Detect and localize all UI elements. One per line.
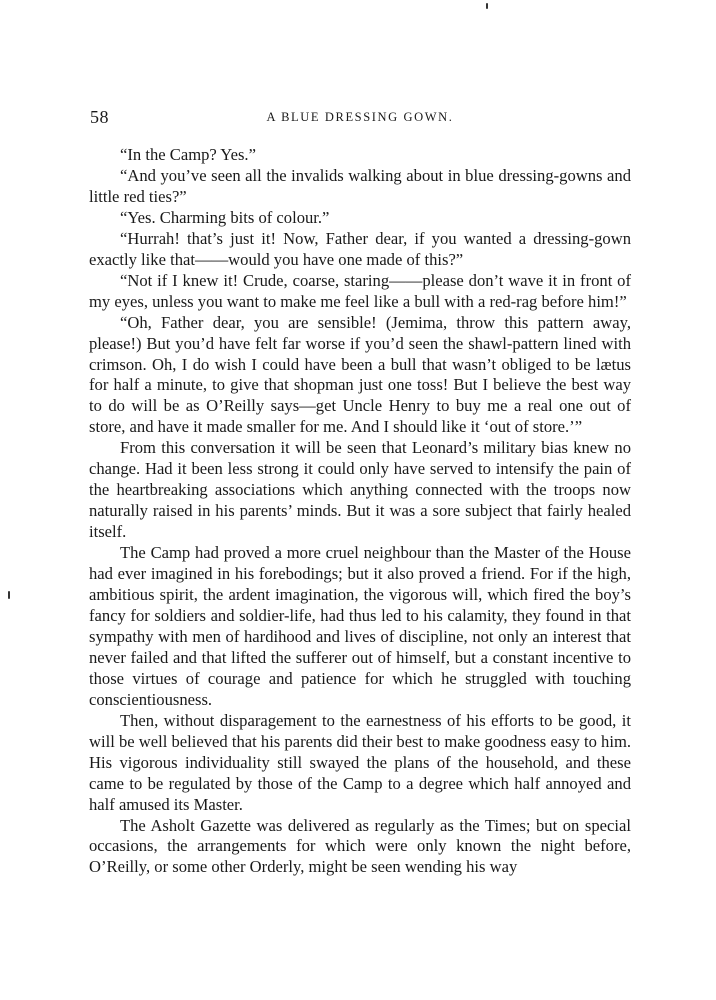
paragraph-8: The Camp had proved a more cruel neighbour than the Master of the House had ever imagined in his forebodings; but it also proved a friend. For if the high, ambitious spirit, the ardent imagination, the vigorous will, which fired the boy’s fancy for soldiers and soldier-life, had thus led to his calamity, they found in that sympathy with men of hardihood and lives of discipline, not only an interest that never failed and that lifted the sufferer out of himself, but a constant incentive to those virtues of courage and patience for which he struggled with touching conscientiousness. [89,543,631,709]
paragraph-7: From this conversation it will be seen that Leonard’s military bias knew no change. Had it been less strong it could only have served to intensify the pain of the heartbreaking associations which anything connected with the troops now naturally raised in his parents’ minds. But it was a sore subject that fairly healed itself. [89,438,631,542]
page-number: 58 [90,107,109,127]
scan-speck-left [8,591,10,599]
body-text [89,145,631,878]
paragraph-2: “And you’ve seen all the invalids walking about in blue dressing-gowns and little red ties?” [89,165,631,206]
paragraph-10: The Asholt Gazette was delivered as regularly as the Times; but on special occasions, the arrangements for which were only known the night before, O’Reilly, or some other Orderly, might be seen wending his way [89,815,631,877]
paragraph-5: “Not if I knew it! Crude, coarse, staring——please don’t wave it in front of my eyes, unless you want to make me feel like a bull with a red-rag before him!” [89,270,631,311]
paragraph-4: “Hurrah! that’s just it! Now, Father dear, if you wanted a dressing-gown exactly like that——would you have one made of this?” [89,228,631,269]
paragraph-1: “In the Camp? Yes.” [120,145,256,164]
page-header [90,107,630,131]
paragraph-3: “Yes. Charming bits of colour.” [120,207,330,227]
paragraph-6: “Oh, Father dear, you are sensible! (Jemima, throw this pattern away, please!) But you’d have felt far worse if you’d seen the shawl-pattern lined with crimson. Oh, I do wish I could have been a bull that wasn’t obliged to be lætus for half a minute, to give that shopman just one toss! But I believe the best way to do will be as O’Reilly says—get Uncle Henry to buy me a real one out of store, and have it made smaller for me. And I should like it ‘out of store.’” [89,312,631,437]
running-title: A BLUE DRESSING GOWN. [266,110,454,124]
scan-speck-top [486,3,488,9]
paragraph-9: Then, without disparagement to the earnestness of his efforts to be good, it will be well believed that his parents did their best to make goodness easy to him. His vigorous individuality still swayed the plans of the household, and these came to be regulated by those of the Camp to a degree which half annoyed and half amused its Master. [89,710,631,814]
